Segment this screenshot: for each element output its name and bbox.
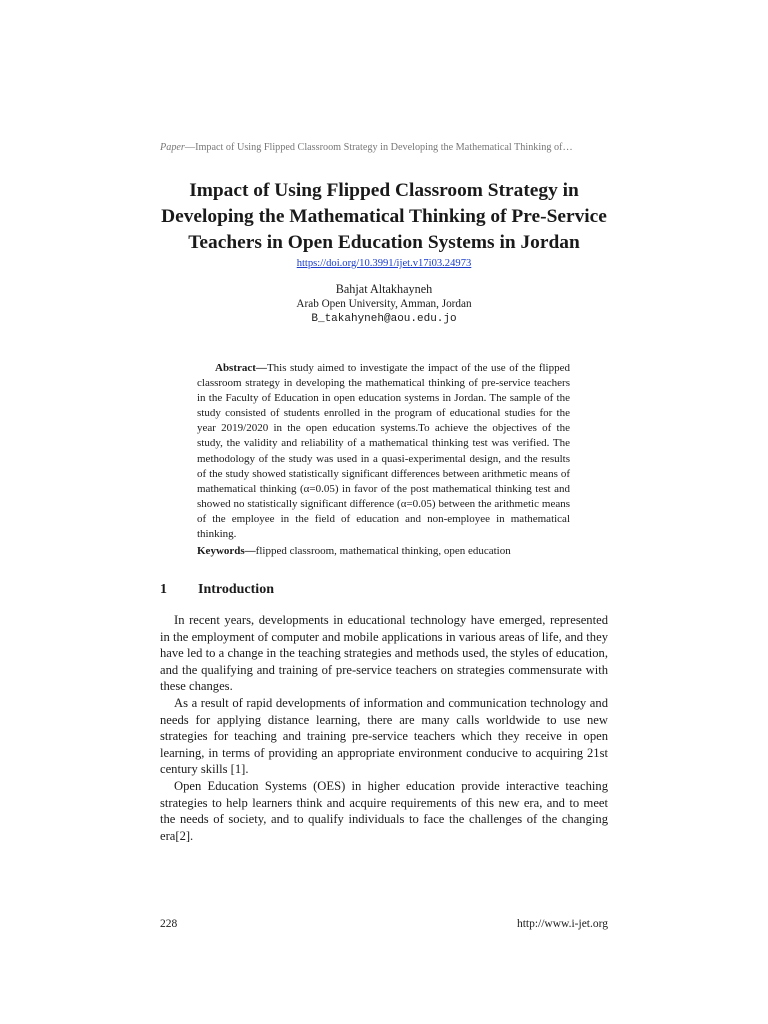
section-heading [160, 582, 274, 598]
section-number: 1 [160, 582, 167, 597]
introduction-body [160, 612, 608, 844]
author-affiliation: Arab Open University, Amman, Jordan [296, 298, 472, 310]
paragraph: As a result of rapid developments of information and communication technology and needs for applying distance learning, there are many calls worldwide to use new strategies for teaching and training pre-service teachers which they receive in open learning, in terms of providing an appropriate environment conducive to acquiring 21st century skills [1]. [160, 695, 608, 777]
author-block [0, 282, 768, 327]
keywords-heading: Keywords— [197, 545, 256, 557]
author-name: Bahjat Altakhayneh [335, 282, 433, 296]
author-email[interactable]: B_takahyneh@aou.edu.jo [311, 313, 457, 325]
section-title: Introduction [198, 582, 274, 597]
doi-link[interactable]: https://doi.org/10.3991/ijet.v17i03.24973 [296, 258, 472, 269]
running-header [160, 142, 610, 153]
header-dash: — [184, 142, 196, 153]
footer-url[interactable]: http://www.i-jet.org [516, 918, 608, 930]
paper-title: Impact of Using Flipped Classroom Strategy in Developing the Mathematical Thinking of Pre-Service Teachers in Open Education Systems in Jordan [161, 180, 607, 253]
abstract [197, 361, 570, 542]
paragraph: Open Education Systems (OES) in higher education provide interactive teaching strategies to help learners think and acquire requirements of this new era, and to meet the needs of society, and to qualify individuals to face the challenges of the changing era[2]. [160, 778, 608, 843]
header-text: Impact of Using Flipped Classroom Strategy in Developing the Mathematical Thinking of… [195, 142, 573, 153]
keywords-text: flipped classroom, mathematical thinking, open education [255, 545, 511, 557]
page-number: 228 [160, 918, 178, 930]
paragraph: In recent years, developments in educational technology have emerged, represented in the employment of computer and mobile applications in various areas of life, and they have led to a change in the teaching strategies and methods used, the styles of education, and the qualifying and training of pre-service teachers on strategies commensurate with these changes. [160, 613, 608, 694]
keywords [197, 544, 570, 559]
header-label: Paper [160, 142, 185, 153]
abstract-heading: Abstract— [215, 362, 267, 374]
abstract-text: This study aimed to investigate the impact of the use of the flipped classroom strategy in developing the mathematical thinking of pre-service teachers in the Faculty of Education in open education systems in Jordan. The sample of the study consisted of students enrolled in the program of educational studies for the year 2019/2020 in the open education systems.To achieve the objectives of the study, the validity and reliability of a mathematical thinking test was verified. The methodology of the study was used in a quasi-experimental design, and the results of the study showed statistically significant differences between arithmetic means of mathematical thinking (α=0.05) in favor of the post mathematical thinking test and showed no statistically significant difference (α=0.05) between the arithmetic means of the employee in the field of education and non-employee in mathematical thinking. [197, 362, 570, 541]
